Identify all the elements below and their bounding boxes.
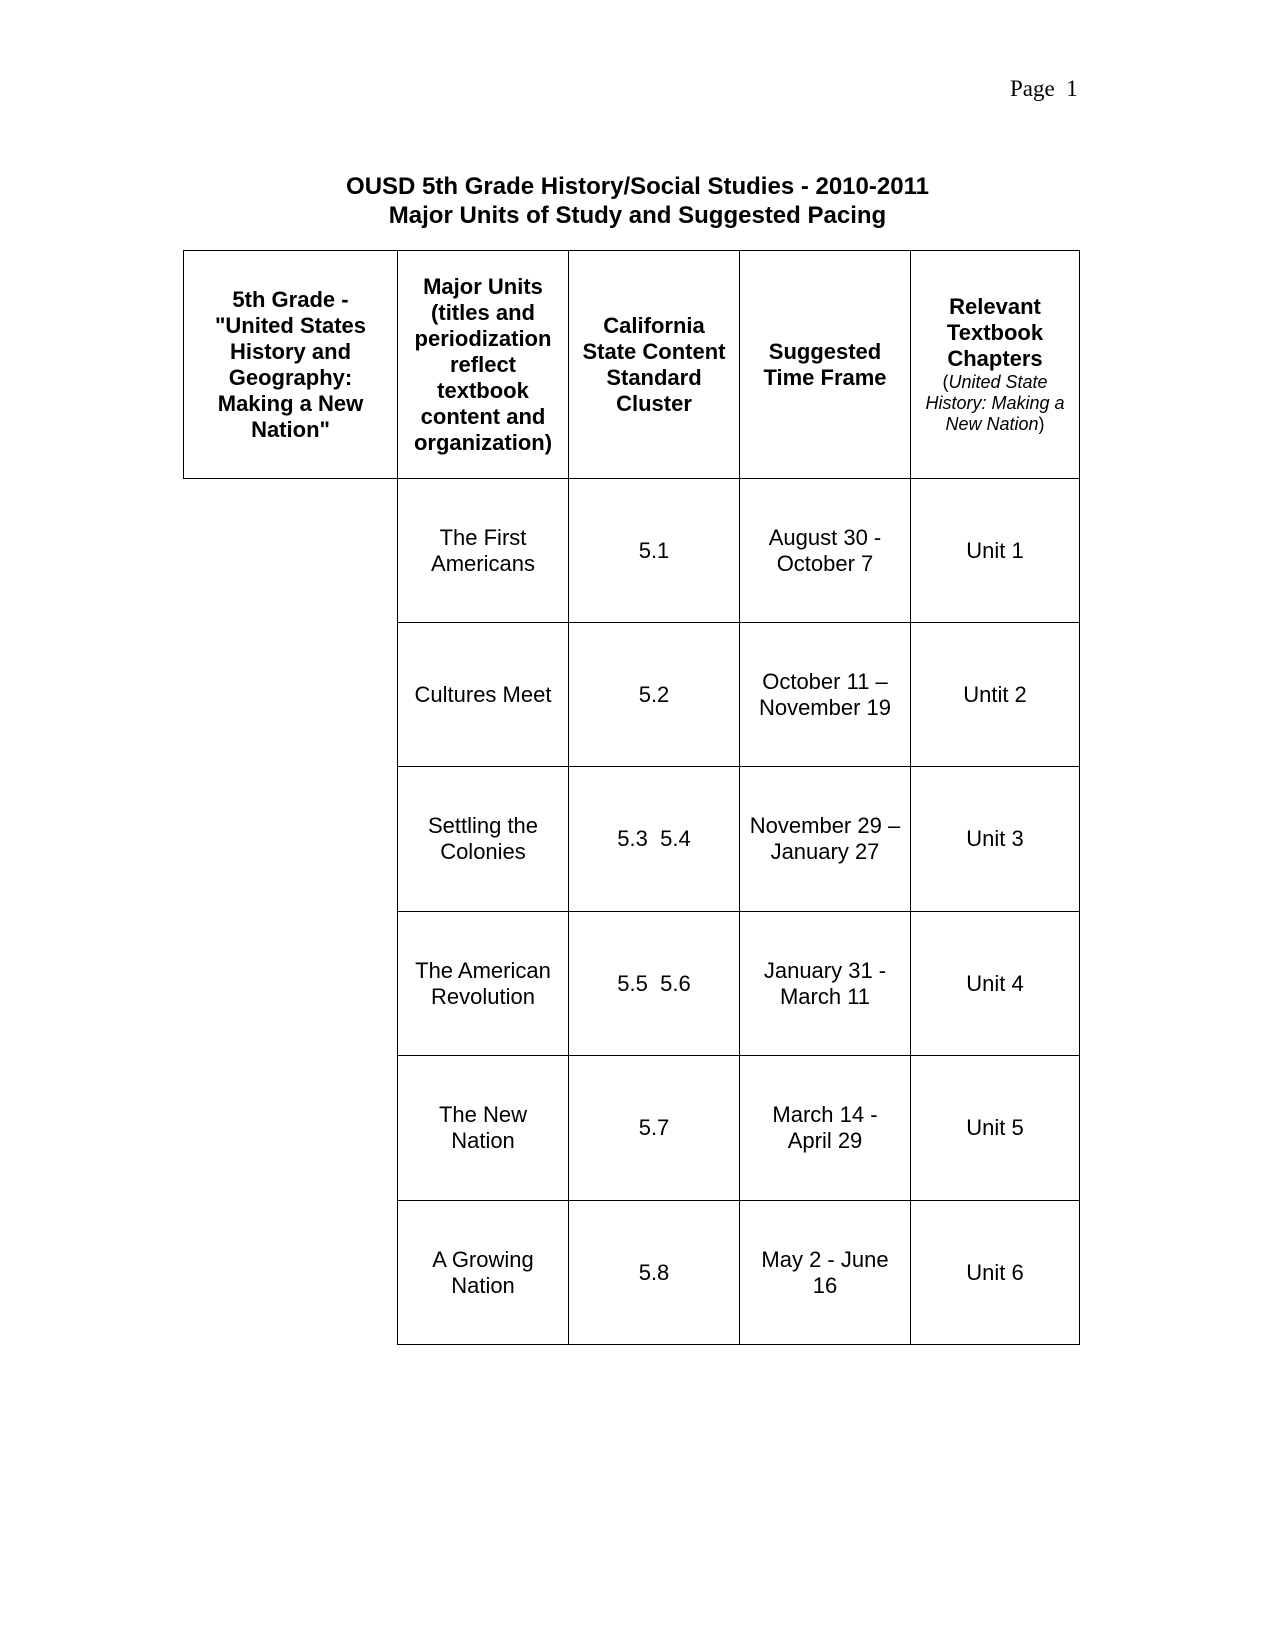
chapter-unit: Unit 5 <box>966 1115 1024 1140</box>
table-cell-standard <box>569 912 739 1055</box>
table-cell-standard <box>569 767 739 911</box>
table-cell-chapter <box>911 479 1079 622</box>
header-course <box>184 251 397 478</box>
unit-title: A Growing Nation <box>432 1246 534 1298</box>
unit-title: The First Americans <box>431 524 535 576</box>
table-cell-timeframe <box>740 767 910 911</box>
header-units-text: Major Units (titles and periodization reflect textbook content and organization) <box>413 273 553 455</box>
table-cell-standard <box>569 623 739 766</box>
table-cell-timeframe <box>740 1201 910 1344</box>
document-title <box>0 172 1275 230</box>
page-number-value: 1 <box>1066 76 1078 101</box>
table-cell-unit <box>398 1056 568 1200</box>
unit-title: The New Nation <box>438 1102 528 1153</box>
table-border-bottom <box>397 1344 1079 1345</box>
time-frame: May 2 - June 16 <box>761 1246 889 1298</box>
header-chapters-note <box>917 372 1073 435</box>
table-cell-unit <box>398 623 568 766</box>
table-cell-standard <box>569 479 739 622</box>
time-frame: October 11 – November 19 <box>758 668 892 720</box>
table-cell-unit <box>398 912 568 1055</box>
table-border-right <box>1079 250 1080 1345</box>
unit-title: The American Revolution <box>415 957 551 1009</box>
time-frame: March 14 - April 29 <box>772 1102 878 1153</box>
header-standards <box>569 251 739 478</box>
time-frame: January 31 - March 11 <box>763 957 887 1009</box>
note-close-paren: ) <box>1038 414 1045 434</box>
table-cell-standard <box>569 1201 739 1344</box>
table-cell-chapter <box>911 1056 1079 1200</box>
table-cell-timeframe <box>740 479 910 622</box>
table-cell-unit <box>398 479 568 622</box>
page-number <box>1010 76 1078 102</box>
chapter-unit: Unit 3 <box>966 826 1024 851</box>
chapter-unit: Unit 1 <box>966 537 1024 563</box>
time-frame: November 29 – January 27 <box>749 813 901 864</box>
chapter-unit: Unit 6 <box>966 1259 1024 1285</box>
header-chapters <box>911 251 1079 478</box>
table-cell-standard <box>569 1056 739 1200</box>
standard-cluster: 5.2 <box>638 681 670 707</box>
note-open-paren: ( <box>942 372 949 392</box>
standard-cluster: 5.1 <box>638 537 670 563</box>
header-course-text: 5th Grade - "United States History and Geography: Making a New Nation" <box>214 286 366 442</box>
header-timeframe-text: Suggested Time Frame <box>763 338 887 390</box>
table-cell-chapter <box>911 767 1079 911</box>
standard-cluster: 5.3 5.4 <box>617 826 691 851</box>
header-units <box>398 251 568 478</box>
standard-cluster: 5.8 <box>638 1259 670 1285</box>
header-timeframe <box>740 251 910 478</box>
table-cell-chapter <box>911 912 1079 1055</box>
unit-title: Cultures Meet <box>414 681 552 707</box>
table-cell-unit <box>398 1201 568 1344</box>
page-label: Page <box>1010 76 1055 101</box>
standard-cluster: 5.7 <box>638 1115 670 1140</box>
title-line-1: OUSD 5th Grade History/Social Studies - 2010-2011 <box>346 173 929 200</box>
table-cell-timeframe <box>740 623 910 766</box>
title-line-2: Major Units of Study and Suggested Pacing <box>388 202 887 229</box>
chapter-unit: Unit 4 <box>966 970 1024 996</box>
table-cell-chapter <box>911 623 1079 766</box>
chapter-unit: Untit 2 <box>963 681 1027 707</box>
table-cell-timeframe <box>740 1056 910 1200</box>
table-cell-chapter <box>911 1201 1079 1344</box>
header-standards-text: California State Content Standard Cluster <box>582 312 726 416</box>
table-cell-timeframe <box>740 912 910 1055</box>
note-book-title: United State History: Making a New Nation <box>925 372 1065 434</box>
header-chapters-text: Relevant Textbook Chapters <box>946 294 1044 371</box>
time-frame: August 30 - October 7 <box>768 524 882 576</box>
unit-title: Settling the Colonies <box>427 813 539 864</box>
table-cell-unit <box>398 767 568 911</box>
standard-cluster: 5.5 5.6 <box>617 970 691 996</box>
